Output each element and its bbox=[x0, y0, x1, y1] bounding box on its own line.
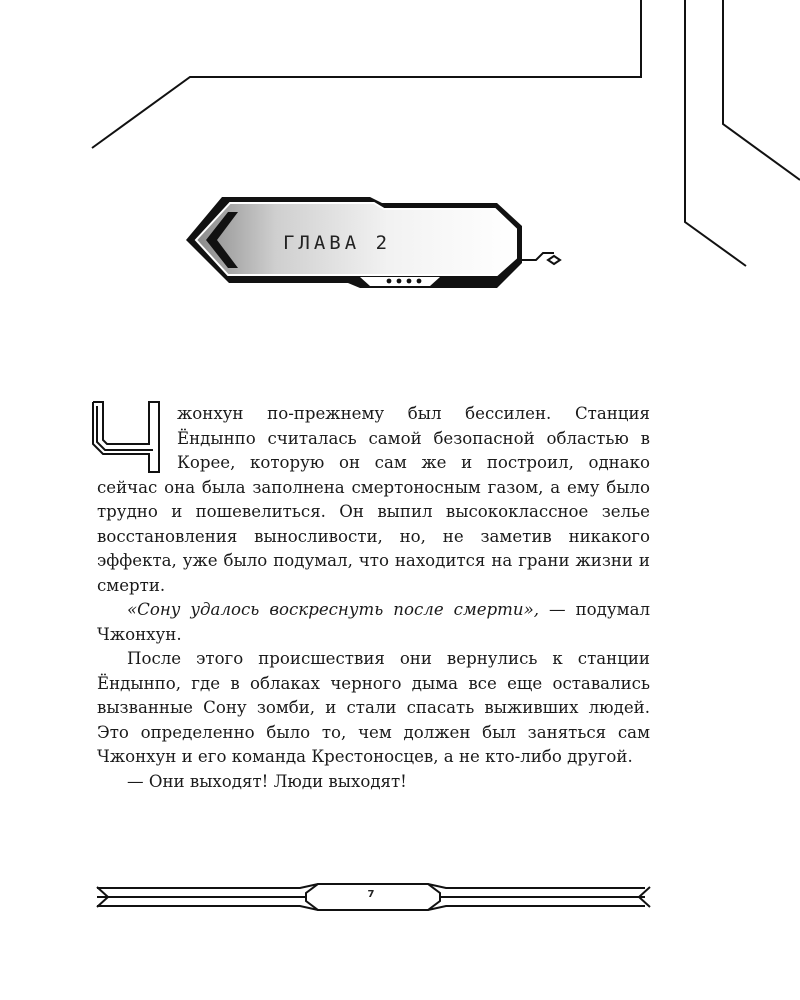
chapter-title: ГЛАВА 2 bbox=[282, 232, 392, 254]
paragraph-1-text: жонхун по-прежнему был бессилен. Станция Ёндынпо считалась самой безопасной областью в Корее, которую он сам же и построил, однако сейчас она была заполнена смертоносным газом, а ему было трудно и пошевелиться. Он выпил высококлассное зелье восстановления выносливости, но, не заметив никакого эффекта, уже было подумал, что находится на грани жизни и смерти. bbox=[97, 404, 650, 595]
paragraph-4: — Они выходят! Люди выходят! bbox=[127, 771, 407, 791]
paragraph-3: После этого происшествия они вернулись к станции Ёндынпо, где в облаках черного дыма все еще оставались вызванные Сону зомби, и стали спасать выживших людей. Это определенно было то, чем должен был заняться сам Чжонхун и его команда Крестоносцев, а не кто-либо другой. bbox=[97, 649, 650, 766]
page-number: 7 bbox=[367, 889, 375, 900]
paragraph-2-quote: «Сону удалось воскреснуть после смерти», bbox=[127, 600, 539, 619]
paragraph-2-text: — подумал Чжонхун. bbox=[97, 600, 650, 644]
